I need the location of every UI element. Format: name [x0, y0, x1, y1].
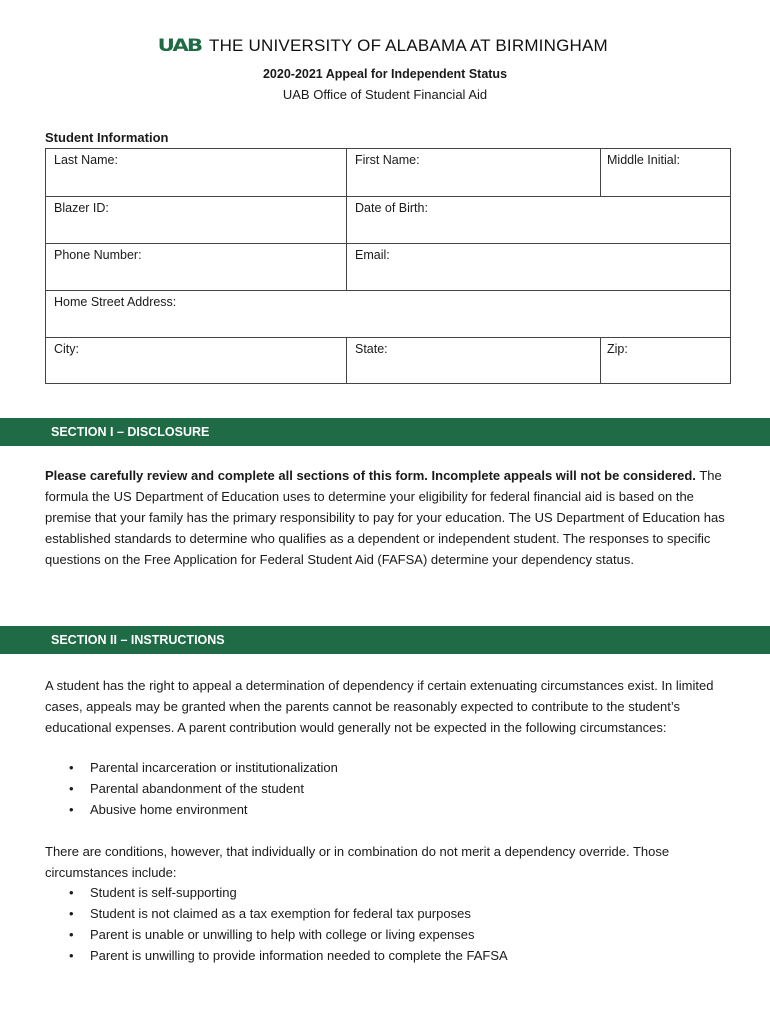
university-logo [0, 36, 770, 56]
list-item: • Abusive home environment [45, 799, 338, 820]
instructions-paragraph-2: There are conditions, however, that individually or in combination do not merit a dependency override. Those circumstances include: [45, 844, 670, 880]
last-name-label: Last Name: [54, 153, 118, 167]
blazer-id-label: Blazer ID: [54, 201, 109, 215]
section-1-header: SECTION I – DISCLOSURE [0, 418, 770, 446]
instructions-paragraph-1: A student has the right to appeal a determination of dependency if certain extenuating circumstances exist. In limited cases, appeals may be granted when the parents cannot be reasonably expected to contribute to the student’s educational expenses. A parent contribution would generally not be expected in the following circumstances: [45, 678, 714, 735]
zip-label: Zip: [607, 342, 628, 356]
student-information-heading: Student Information [45, 130, 169, 145]
city-field[interactable] [46, 338, 346, 384]
email-label: Email: [355, 248, 390, 262]
list-item: • Student is not claimed as a tax exemption for federal tax purposes [45, 903, 508, 924]
non-qualifying-conditions-list [45, 882, 508, 966]
disclosure-warning: Please carefully review and complete all sections of this form. Incomplete appeals will not be considered. [45, 468, 696, 483]
list-item: • Parent is unable or unwilling to help with college or living expenses [45, 924, 508, 945]
first-name-field[interactable] [347, 149, 600, 196]
phone-number-label: Phone Number: [54, 248, 142, 262]
middle-initial-field[interactable] [601, 149, 731, 196]
university-name: THE UNIVERSITY OF ALABAMA AT BIRMINGHAM [209, 36, 608, 55]
circumstances-list [45, 757, 338, 820]
disclosure-body: The formula the US Department of Education uses to determine your eligibility for federal financial aid is based on the premise that your family has the primary responsibility to pay for your education. The US Department of Education has established standards to determine who qualifies as a dependent or independent student. The responses to specific questions on the Free Application for Federal Student Aid (FAFSA) determine your dependency status. [45, 468, 725, 567]
city-label: City: [54, 342, 79, 356]
zip-field[interactable] [601, 338, 731, 384]
state-label: State: [355, 342, 388, 356]
section-2-header: SECTION II – INSTRUCTIONS [0, 626, 770, 654]
document-title: 2020-2021 Appeal for Independent Status [262, 67, 508, 81]
page-header [0, 36, 770, 103]
last-name-field[interactable] [46, 149, 346, 196]
list-item: • Student is self-supporting [45, 882, 508, 903]
middle-initial-label: Middle Initial: [607, 153, 680, 167]
list-item: • Parental incarceration or institutionalization [45, 757, 338, 778]
date-of-birth-label: Date of Birth: [355, 201, 428, 215]
student-information-table [45, 148, 731, 384]
list-item: • Parent is unwilling to provide information needed to complete the FAFSA [45, 945, 508, 966]
blazer-id-field[interactable] [46, 197, 346, 243]
list-item: • Parental abandonment of the student [45, 778, 338, 799]
home-address-field[interactable] [46, 291, 731, 337]
state-field[interactable] [347, 338, 600, 384]
uab-logo-mark: UAB [157, 36, 202, 56]
first-name-label: First Name: [355, 153, 420, 167]
section-1-text [45, 465, 735, 570]
date-of-birth-field[interactable] [347, 197, 731, 243]
email-field[interactable] [347, 244, 731, 290]
phone-number-field[interactable] [46, 244, 346, 290]
document-subtitle: UAB Office of Student Financial Aid [282, 87, 488, 102]
home-address-label: Home Street Address: [54, 295, 177, 309]
